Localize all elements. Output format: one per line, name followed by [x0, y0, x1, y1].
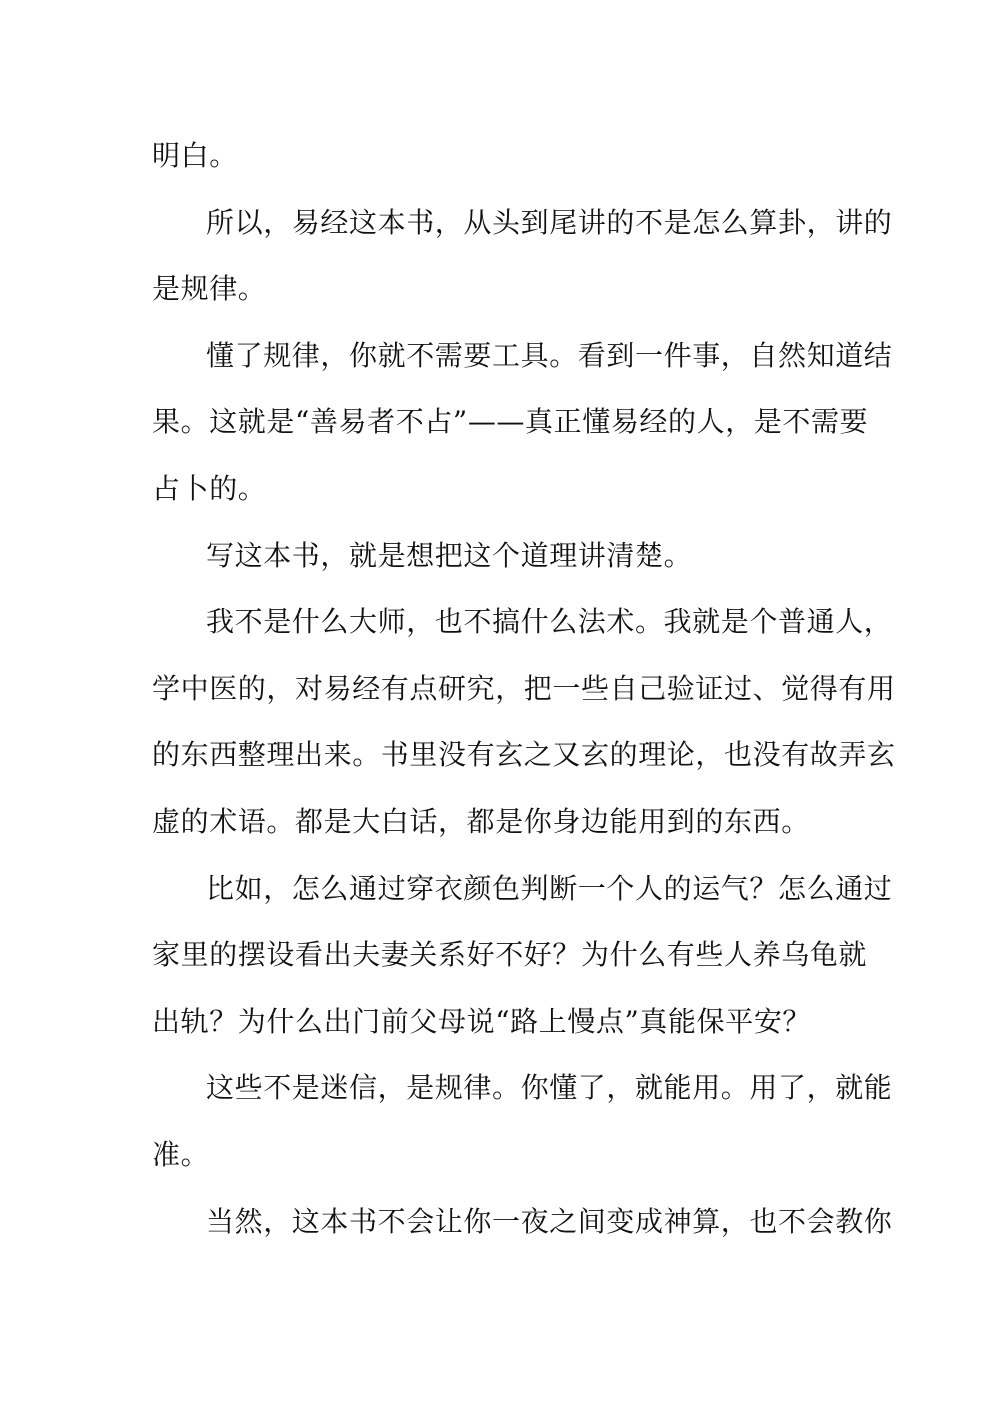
text-line: 的东西整理出来。书里没有玄之又玄的理论，也没有故弄玄 — [152, 738, 896, 772]
text-line: 是规律。 — [152, 272, 267, 306]
text-line: 我不是什么大师，也不搞什么法术。我就是个普通人， — [206, 605, 893, 639]
text-line: 占卜的。 — [152, 471, 267, 505]
text-line: 写这本书，就是想把这个道理讲清楚。 — [206, 538, 693, 572]
text-line: 出轨？为什么出门前父母说“路上慢点”真能保平安？ — [152, 1004, 812, 1038]
document-page — [152, 136, 896, 1268]
text-line: 明白。 — [152, 139, 238, 172]
text-line: 虚的术语。都是大白话，都是你身边能用到的东西。 — [152, 804, 810, 838]
text-line: 懂了规律，你就不需要工具。看到一件事，自然知道结 — [206, 338, 893, 372]
text-line: 学中医的，对易经有点研究，把一些自己验证过、觉得有用 — [152, 671, 896, 705]
text-line: 果。这就是“善易者不占”——真正懂易经的人，是不需要 — [152, 405, 869, 439]
text-line: 所以，易经这本书，从头到尾讲的不是怎么算卦，讲的 — [206, 205, 893, 239]
text-line: 当然，这本书不会让你一夜之间变成神算，也不会教你 — [206, 1204, 893, 1238]
text-line: 比如，怎么通过穿衣颜色判断一个人的运气？怎么通过 — [206, 871, 893, 905]
text-line: 这些不是迷信，是规律。你懂了，就能用。用了，就能 — [206, 1071, 893, 1105]
text-line: 家里的摆设看出夫妻关系好不好？为什么有些人养乌龟就 — [152, 938, 868, 972]
text-line: 准。 — [152, 1137, 210, 1171]
